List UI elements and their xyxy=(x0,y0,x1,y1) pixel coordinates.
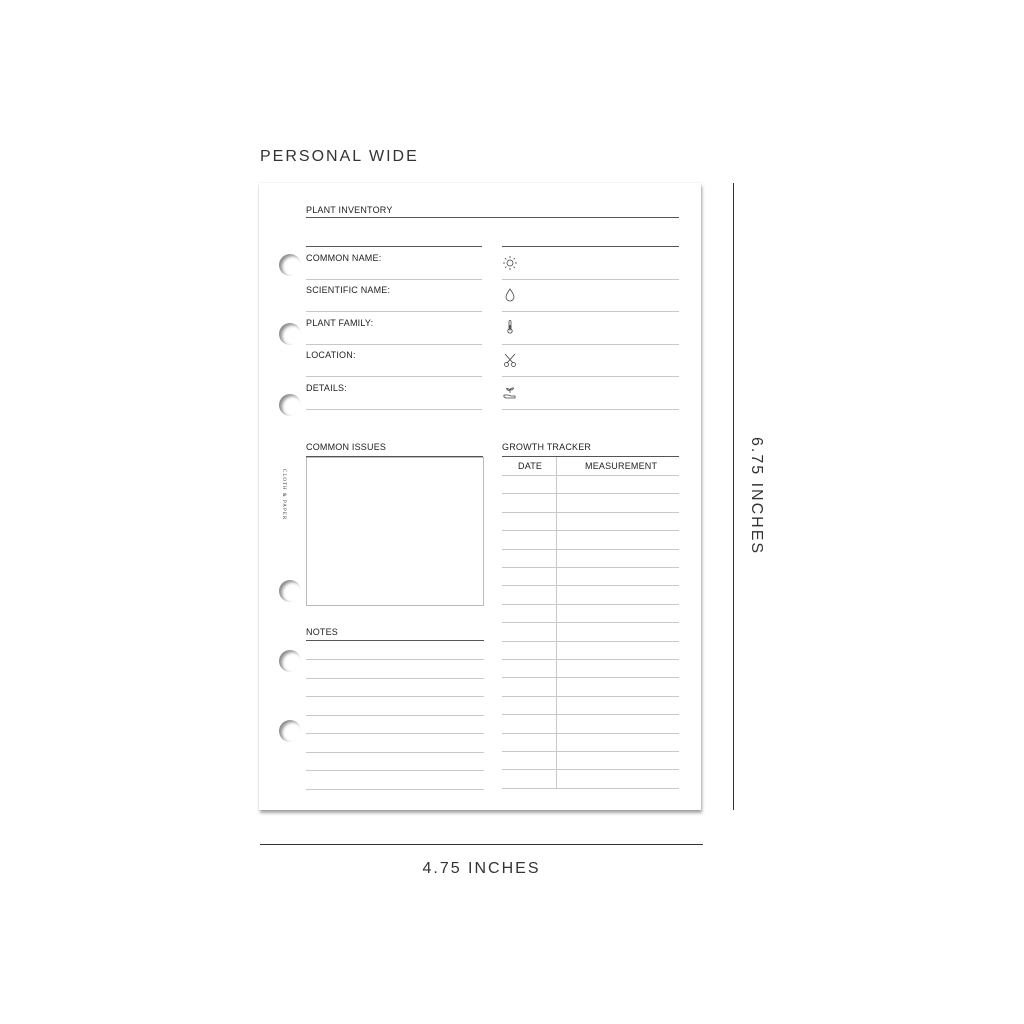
binder-hole xyxy=(279,580,301,602)
growth-tracker-row-line xyxy=(502,659,679,660)
notes-line xyxy=(306,715,484,716)
field-rule xyxy=(306,344,482,345)
care-rule xyxy=(502,376,679,377)
care-top-rule xyxy=(502,246,679,247)
growth-tracker-row-line xyxy=(502,512,679,513)
growth-tracker-row-line xyxy=(502,714,679,715)
binder-hole xyxy=(279,394,301,416)
height-dimension-label: 6.75 INCHES xyxy=(748,437,765,556)
growth-tracker-row-line xyxy=(502,493,679,494)
care-rule xyxy=(502,311,679,312)
measurement-column-header: MEASUREMENT xyxy=(585,461,658,471)
field-rule xyxy=(306,376,482,377)
width-dimension-label: 4.75 INCHES xyxy=(422,860,541,877)
fields-top-rule xyxy=(306,246,482,247)
title-rule xyxy=(306,217,679,218)
growth-tracker-rule xyxy=(502,456,679,457)
growth-tracker-row-line xyxy=(502,604,679,605)
thermometer-icon xyxy=(502,319,518,335)
growth-tracker-row-line xyxy=(502,641,679,642)
water-drop-icon xyxy=(502,287,518,303)
notes-line xyxy=(306,770,484,771)
field-common-name: COMMON NAME: xyxy=(306,253,382,263)
notes-label: NOTES xyxy=(306,627,339,637)
notes-line xyxy=(306,696,484,697)
brand-mark: CLOTH & PAPER xyxy=(281,469,286,521)
binder-hole xyxy=(279,254,301,276)
growth-tracker-row-line xyxy=(502,751,679,752)
height-dimension-line xyxy=(733,183,734,810)
growth-tracker-label: GROWTH TRACKER xyxy=(502,442,592,452)
notes-line xyxy=(306,733,484,734)
growth-tracker-row-line xyxy=(502,622,679,623)
binder-hole xyxy=(279,650,301,672)
common-issues-label: COMMON ISSUES xyxy=(306,442,387,452)
binder-hole xyxy=(279,323,301,345)
width-dimension-line xyxy=(260,844,703,845)
page-title: PLANT INVENTORY xyxy=(306,205,393,215)
field-scientific-name: SCIENTIFIC NAME: xyxy=(306,285,391,295)
field-details: DETAILS: xyxy=(306,383,347,393)
field-plant-family: PLANT FAMILY: xyxy=(306,318,374,328)
pruning-scissors-icon xyxy=(502,352,518,368)
field-location: LOCATION: xyxy=(306,350,356,360)
notes-line xyxy=(306,789,484,790)
sun-icon xyxy=(502,255,518,271)
care-rule xyxy=(502,279,679,280)
growth-tracker-row-line xyxy=(502,696,679,697)
seedling-hand-icon xyxy=(502,384,518,400)
growth-tracker-row-line xyxy=(502,677,679,678)
growth-tracker-row-line xyxy=(502,549,679,550)
growth-tracker-row-line xyxy=(502,475,679,476)
growth-tracker-row-line xyxy=(502,769,679,770)
growth-tracker-row-line xyxy=(502,788,679,789)
care-rule xyxy=(502,409,679,410)
notes-line xyxy=(306,752,484,753)
notes-line xyxy=(306,678,484,679)
notes-rule xyxy=(306,640,484,641)
field-rule xyxy=(306,279,482,280)
binder-hole xyxy=(279,720,301,742)
notes-line xyxy=(306,659,484,660)
common-issues-box xyxy=(306,457,484,606)
format-label: PERSONAL WIDE xyxy=(260,148,419,165)
field-rule xyxy=(306,409,482,410)
field-rule xyxy=(306,311,482,312)
planner-sheet xyxy=(259,183,701,810)
growth-tracker-row-line xyxy=(502,585,679,586)
growth-tracker-row-line xyxy=(502,530,679,531)
date-column-header: DATE xyxy=(518,461,543,471)
growth-tracker-row-line xyxy=(502,733,679,734)
care-rule xyxy=(502,344,679,345)
growth-tracker-row-line xyxy=(502,567,679,568)
